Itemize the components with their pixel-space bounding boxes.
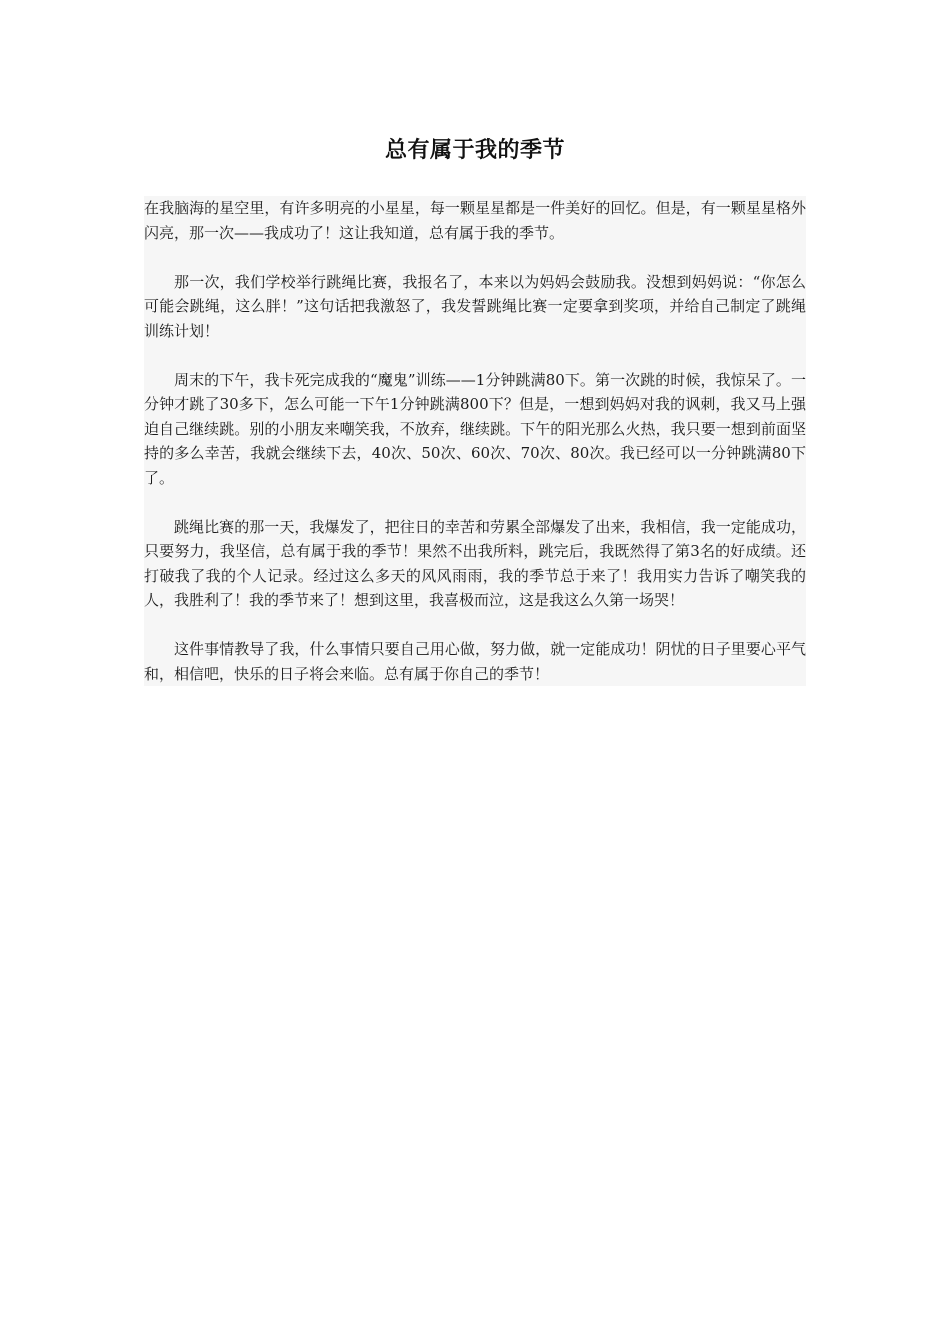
paragraph-5: 这件事情教导了我，什么事情只要自己用心做，努力做，就一定能成功！阴忧的日子里要心平气和，相信吧，快乐的日子将会来临。总有属于你自己的季节！ bbox=[144, 640, 806, 683]
paragraph-3: 周末的下午，我卡死完成我的“魔鬼”训练——1分钟跳满80下。第一次跳的时候，我惊呆了。一分钟才跳了30多下，怎么可能一下午1分钟跳满800下？但是，一想到妈妈对我的讽刺，我又马上强迫自己继续跳。别的小朋友来嘲笑我，不放弃，继续跳。下午的阳光那么火热，我只要一想到前面坚持的多么幸苦，我就会继续下去，40次、50次、60次、70次、80次。我已经可以一分钟跳满80下了。 bbox=[144, 370, 806, 487]
paragraph-1: 在我脑海的星空里，有许多明亮的小星星，每一颗星星都是一件美好的回忆。但是，有一颗星星格外闪亮，那一次——我成功了！这让我知道，总有属于我的季节。 bbox=[144, 199, 806, 242]
document-title: 总有属于我的季节 bbox=[384, 138, 565, 163]
paragraph-2: 那一次，我们学校举行跳绳比赛，我报名了，本来以为妈妈会鼓励我。没想到妈妈说：“你怎么可能会跳绳，这么胖！”这句话把我激怒了，我发誓跳绳比赛一定要拿到奖项，并给自己制定了跳绳训练计划！ bbox=[144, 272, 806, 340]
paragraph-4: 跳绳比赛的那一天，我爆发了，把往日的幸苦和劳累全部爆发了出来，我相信，我一定能成功，只要努力，我坚信，总有属于我的季节！果然不出我所料，跳完后，我既然得了第3名的好成绩。还打破我了我的个人记录。经过这么多天的风风雨雨，我的季节总于来了！我用实力告诉了嘲笑我的人，我胜利了！我的季节来了！想到这里，我喜极而泣，这是我这么久第一场哭！ bbox=[144, 517, 806, 609]
document-body bbox=[144, 196, 806, 686]
